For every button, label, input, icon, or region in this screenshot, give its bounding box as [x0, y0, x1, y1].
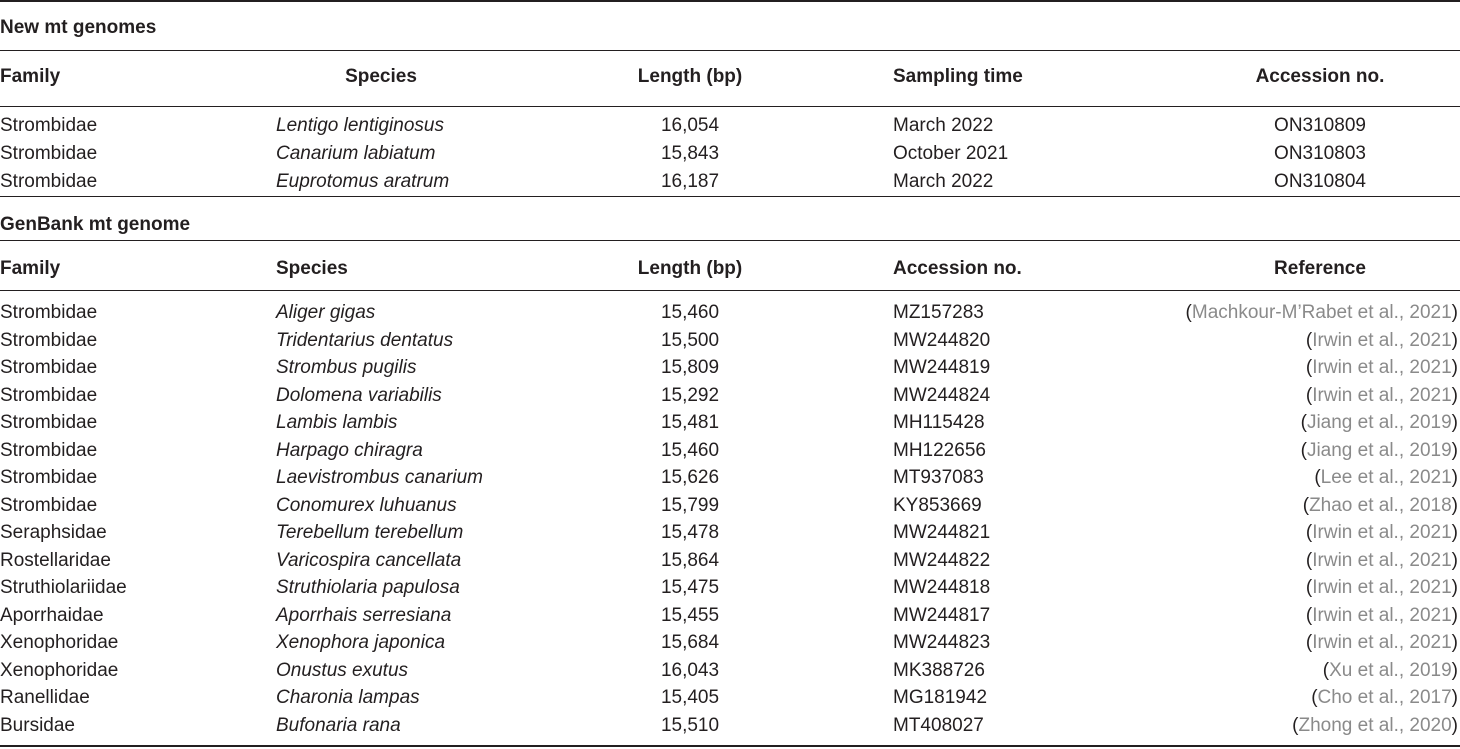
- section-title-genbank: GenBank mt genome: [0, 214, 191, 235]
- reference-link[interactable]: Xu et al., 2019: [1329, 659, 1452, 681]
- reference-paren-close: ): [1451, 549, 1458, 571]
- cell-accession: ON310803: [1274, 143, 1366, 164]
- cell-family: Strombidae: [0, 494, 98, 516]
- reference-paren-open: (: [1305, 329, 1313, 351]
- cell-accession: MW244821: [893, 522, 991, 543]
- reference-paren-close: ): [1451, 522, 1458, 543]
- reference-paren-close: ): [1451, 384, 1458, 406]
- cell-family: Strombidae: [0, 357, 98, 378]
- cell-family: Xenophoridae: [0, 659, 119, 681]
- cell-length: 15,405: [660, 687, 720, 708]
- reference-paren-close: ): [1451, 329, 1458, 351]
- cell-accession: MW244823: [893, 632, 991, 653]
- cell-reference: [1292, 715, 1458, 737]
- cell-species: Euprotomus aratrum: [276, 171, 450, 192]
- reference-paren-close: ): [1451, 687, 1458, 708]
- reference-paren-open: (: [1302, 494, 1310, 516]
- cell-length: 15,481: [660, 412, 720, 433]
- cell-species: Lentigo lentiginosus: [276, 115, 444, 136]
- cell-length: 15,799: [660, 494, 720, 516]
- cell-accession: ON310804: [1274, 171, 1366, 192]
- cell-length: 15,292: [660, 384, 720, 406]
- cell-species: Strombus pugilis: [276, 357, 417, 378]
- cell-accession: MW244819: [893, 357, 991, 378]
- cell-reference: [1306, 632, 1458, 654]
- reference-paren-close: ): [1451, 467, 1458, 488]
- cell-reference: [1301, 440, 1458, 462]
- cell-accession: MG181942: [893, 687, 988, 708]
- reference-paren-close: ): [1451, 357, 1458, 378]
- col-header-accession: Accession no.: [893, 258, 1022, 279]
- cell-species: Xenophora japonica: [276, 632, 446, 653]
- cell-family: Strombidae: [0, 302, 98, 323]
- reference-paren-open: (: [1311, 687, 1318, 708]
- reference-link[interactable]: Zhong et al., 2020: [1298, 714, 1452, 736]
- reference-link[interactable]: Lee et al., 2021: [1320, 467, 1452, 488]
- table-top-rule: [0, 0, 1460, 2]
- col-header-species: Species: [276, 258, 348, 279]
- reference-paren-close: ): [1451, 302, 1458, 323]
- cell-accession: MW244817: [893, 604, 991, 626]
- cell-family: Strombidae: [0, 171, 98, 192]
- cell-family: Bursidae: [0, 714, 75, 736]
- cell-sampling-time: October 2021: [893, 143, 1009, 164]
- cell-family: Aporrhaidae: [0, 604, 104, 626]
- reference-paren-close: ): [1451, 412, 1458, 433]
- cell-length: 16,054: [660, 115, 720, 136]
- reference-link[interactable]: Irwin et al., 2021: [1312, 577, 1452, 598]
- col-header-reference: Reference: [1274, 258, 1366, 279]
- cell-length: 15,864: [660, 549, 720, 571]
- reference-paren-open: (: [1305, 522, 1313, 543]
- cell-family: Seraphsidae: [0, 522, 107, 543]
- reference-paren-close: ): [1451, 659, 1458, 681]
- cell-sampling-time: March 2022: [893, 171, 994, 192]
- col-header-species: Species: [345, 66, 417, 87]
- cell-length: 15,500: [660, 329, 720, 351]
- cell-species: Tridentarius dentatus: [276, 329, 454, 351]
- cell-family: Struthiolariidae: [0, 577, 127, 598]
- reference-paren-open: (: [1305, 604, 1313, 626]
- reference-paren-open: (: [1300, 412, 1307, 433]
- section-rule: [0, 240, 1460, 241]
- cell-species: Aliger gigas: [276, 302, 376, 323]
- cell-reference: [1306, 522, 1458, 544]
- cell-species: Dolomena variabilis: [276, 384, 442, 406]
- cell-length: 15,460: [660, 302, 720, 323]
- cell-species: Terebellum terebellum: [276, 522, 464, 543]
- cell-species: Bufonaria rana: [276, 714, 401, 736]
- reference-paren-open: (: [1185, 302, 1192, 323]
- reference-paren-close: ): [1451, 439, 1458, 461]
- cell-reference: [1323, 660, 1458, 682]
- cell-family: Ranellidae: [0, 687, 90, 708]
- reference-link[interactable]: Irwin et al., 2021: [1312, 357, 1452, 378]
- cell-accession: MK388726: [893, 659, 985, 681]
- cell-accession: MW244824: [893, 384, 991, 406]
- cell-reference: [1186, 302, 1458, 324]
- col-header-family: Family: [0, 66, 61, 87]
- cell-reference: [1303, 495, 1458, 517]
- cell-length: 15,475: [660, 577, 720, 598]
- cell-reference: [1314, 467, 1458, 489]
- cell-reference: [1301, 412, 1458, 434]
- section-title-new: New mt genomes: [0, 17, 157, 38]
- cell-reference: [1306, 357, 1458, 379]
- cell-family: Rostellaridae: [0, 549, 111, 571]
- reference-link[interactable]: Jiang et al., 2019: [1306, 412, 1452, 433]
- table-bottom-rule: [0, 745, 1460, 747]
- cell-length: 15,455: [660, 604, 720, 626]
- cell-species: Aporrhais serresiana: [276, 604, 452, 626]
- col-header-time: Sampling time: [893, 66, 1023, 87]
- cell-accession: MT408027: [893, 714, 984, 736]
- reference-paren-open: (: [1322, 659, 1330, 681]
- col-header-accession: Accession no.: [1255, 66, 1385, 87]
- cell-accession: MH115428: [893, 412, 985, 433]
- reference-paren-open: (: [1305, 549, 1313, 571]
- cell-species: Canarium labiatum: [276, 143, 436, 164]
- cell-species: Laevistrombus canarium: [276, 467, 483, 488]
- reference-link[interactable]: Cho et al., 2017: [1317, 687, 1452, 708]
- cell-family: Strombidae: [0, 143, 98, 164]
- reference-link[interactable]: Irwin et al., 2021: [1312, 522, 1452, 543]
- cell-family: Xenophoridae: [0, 632, 119, 653]
- cell-reference: [1306, 330, 1458, 352]
- cell-family: Strombidae: [0, 412, 98, 433]
- reference-link[interactable]: Irwin et al., 2021: [1312, 549, 1452, 571]
- cell-length: 15,626: [660, 467, 720, 488]
- col-header-length: Length (bp): [637, 66, 743, 87]
- reference-paren-open: (: [1305, 357, 1313, 378]
- cell-family: Strombidae: [0, 439, 98, 461]
- cell-species: Harpago chiragra: [276, 439, 423, 461]
- cell-accession: MW244822: [893, 549, 991, 571]
- cell-family: Strombidae: [0, 467, 98, 488]
- cell-accession: KY853669: [893, 494, 982, 516]
- cell-reference: [1306, 385, 1458, 407]
- cell-length: 16,043: [660, 659, 720, 681]
- reference-link[interactable]: Machkour-M’Rabet et al., 2021: [1191, 302, 1452, 323]
- cell-accession: ON310809: [1274, 115, 1366, 136]
- reference-paren-open: (: [1292, 714, 1299, 736]
- cell-length: 15,809: [660, 357, 720, 378]
- reference-link[interactable]: Irwin et al., 2021: [1312, 632, 1452, 653]
- cell-length: 15,843: [660, 143, 720, 164]
- reference-link[interactable]: Irwin et al., 2021: [1312, 384, 1452, 406]
- cell-sampling-time: March 2022: [893, 115, 994, 136]
- reference-link[interactable]: Irwin et al., 2021: [1312, 604, 1452, 626]
- section-rule: [0, 50, 1460, 51]
- cell-length: 15,460: [660, 439, 720, 461]
- reference-paren-close: ): [1451, 494, 1458, 516]
- cell-family: Strombidae: [0, 115, 98, 136]
- reference-paren-close: ): [1451, 632, 1458, 653]
- cell-accession: MW244818: [893, 577, 991, 598]
- reference-paren-open: (: [1305, 632, 1313, 653]
- section-rule: [0, 196, 1460, 197]
- cell-species: Varicospira cancellata: [276, 549, 462, 571]
- reference-paren-open: (: [1305, 577, 1313, 598]
- reference-paren-open: (: [1314, 467, 1321, 488]
- cell-reference: [1306, 577, 1458, 599]
- reference-link[interactable]: Jiang et al., 2019: [1306, 439, 1452, 461]
- cell-accession: MW244820: [893, 329, 991, 351]
- cell-family: Strombidae: [0, 329, 98, 351]
- cell-accession: MH122656: [893, 439, 986, 461]
- reference-link[interactable]: Zhao et al., 2018: [1309, 494, 1452, 516]
- cell-species: Onustus exutus: [276, 659, 409, 681]
- reference-paren-close: ): [1451, 577, 1458, 598]
- cell-reference: [1306, 605, 1458, 627]
- header-rule: [0, 290, 1460, 291]
- cell-length: 16,187: [660, 171, 720, 192]
- reference-paren-open: (: [1300, 439, 1307, 461]
- cell-species: Lambis lambis: [276, 412, 398, 433]
- cell-length: 15,684: [660, 632, 720, 653]
- cell-reference: [1311, 687, 1458, 709]
- reference-paren-close: ): [1451, 714, 1458, 736]
- reference-link[interactable]: Irwin et al., 2021: [1312, 329, 1452, 351]
- cell-species: Conomurex luhuanus: [276, 494, 457, 516]
- header-rule: [0, 106, 1460, 107]
- cell-length: 15,510: [660, 714, 720, 736]
- cell-accession: MT937083: [893, 467, 984, 488]
- cell-species: Struthiolaria papulosa: [276, 577, 460, 598]
- cell-species: Charonia lampas: [276, 687, 420, 708]
- col-header-length: Length (bp): [637, 258, 743, 279]
- reference-paren-open: (: [1305, 384, 1313, 406]
- cell-family: Strombidae: [0, 384, 98, 406]
- cell-length: 15,478: [660, 522, 720, 543]
- cell-accession: MZ157283: [893, 302, 984, 323]
- reference-paren-close: ): [1451, 604, 1458, 626]
- cell-reference: [1306, 550, 1458, 572]
- col-header-family: Family: [0, 258, 61, 279]
